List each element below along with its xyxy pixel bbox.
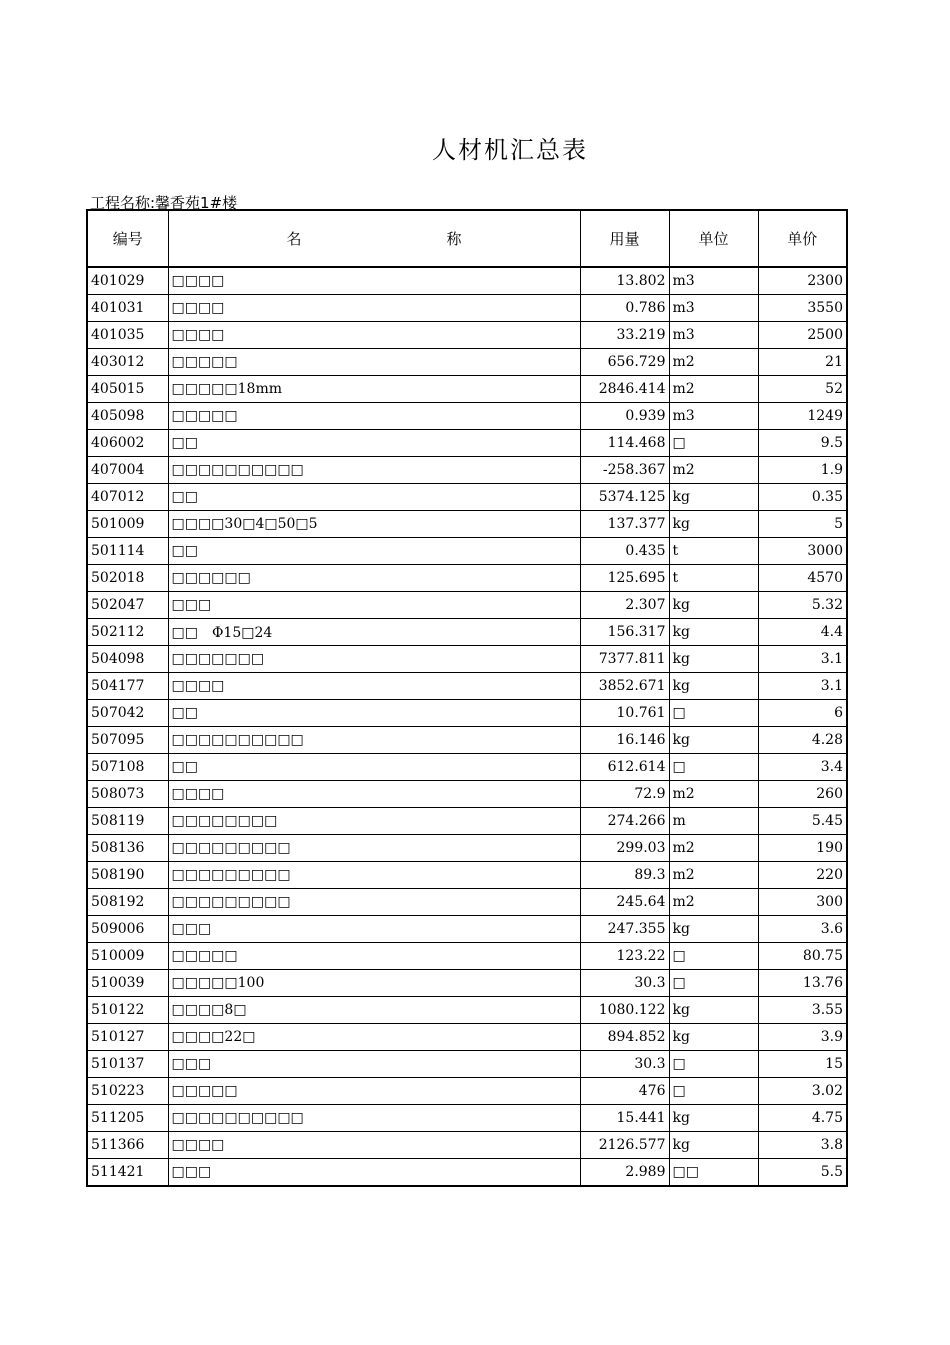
cell-name: □□□□□ — [168, 349, 580, 376]
cell-name: □□□□ — [168, 295, 580, 322]
cell-price: 3.9 — [758, 1024, 847, 1051]
cell-code: 502112 — [87, 619, 168, 646]
cell-unit: kg — [669, 1132, 758, 1159]
cell-name: □□□□ — [168, 1132, 580, 1159]
table-row — [87, 1159, 847, 1187]
project-name: 工程名称:馨香苑1#楼 — [90, 194, 238, 212]
cell-code: 502047 — [87, 592, 168, 619]
cell-name: □□□□22□ — [168, 1024, 580, 1051]
table-row — [87, 322, 847, 349]
cell-price: 3.55 — [758, 997, 847, 1024]
cell-price: 4.75 — [758, 1105, 847, 1132]
cell-code: 510122 — [87, 997, 168, 1024]
cell-code: 501114 — [87, 538, 168, 565]
cell-code: 511366 — [87, 1132, 168, 1159]
cell-price: 1.9 — [758, 457, 847, 484]
cell-name: □□□□□100 — [168, 970, 580, 997]
cell-qty: 30.3 — [580, 1051, 669, 1078]
cell-qty: 7377.811 — [580, 646, 669, 673]
table-row — [87, 1024, 847, 1051]
header-code: 编号 — [87, 210, 168, 267]
cell-price: 5.5 — [758, 1159, 847, 1187]
table-row — [87, 376, 847, 403]
cell-unit: t — [669, 565, 758, 592]
table-row — [87, 1105, 847, 1132]
cell-unit: kg — [669, 673, 758, 700]
cell-qty: -258.367 — [580, 457, 669, 484]
page-title: 人材机汇总表 — [432, 136, 588, 164]
cell-price: 2300 — [758, 267, 847, 295]
cell-code: 502018 — [87, 565, 168, 592]
cell-price: 260 — [758, 781, 847, 808]
cell-price: 220 — [758, 862, 847, 889]
cell-unit: kg — [669, 646, 758, 673]
cell-name: □□□□□□ — [168, 565, 580, 592]
cell-name: □□ — [168, 538, 580, 565]
table-row — [87, 727, 847, 754]
cell-name: □□□□□□□□□ — [168, 889, 580, 916]
cell-code: 407012 — [87, 484, 168, 511]
cell-qty: 2126.577 — [580, 1132, 669, 1159]
cell-name: □□□□□□□ — [168, 646, 580, 673]
table-row — [87, 592, 847, 619]
table-row — [87, 646, 847, 673]
cell-qty: 656.729 — [580, 349, 669, 376]
table-row — [87, 538, 847, 565]
cell-code: 510127 — [87, 1024, 168, 1051]
cell-qty: 156.317 — [580, 619, 669, 646]
cell-price: 3000 — [758, 538, 847, 565]
cell-price: 0.35 — [758, 484, 847, 511]
table-row — [87, 781, 847, 808]
cell-price: 300 — [758, 889, 847, 916]
cell-code: 401029 — [87, 267, 168, 295]
cell-unit: kg — [669, 511, 758, 538]
cell-qty: 299.03 — [580, 835, 669, 862]
cell-code: 504098 — [87, 646, 168, 673]
cell-unit: kg — [669, 916, 758, 943]
cell-price: 21 — [758, 349, 847, 376]
cell-name: □□□□ — [168, 673, 580, 700]
cell-code: 401031 — [87, 295, 168, 322]
cell-qty: 245.64 — [580, 889, 669, 916]
cell-name: □□□□□□□□□ — [168, 862, 580, 889]
cell-name: □□□□8□ — [168, 997, 580, 1024]
cell-name: □□□□ — [168, 267, 580, 295]
cell-price: 4.28 — [758, 727, 847, 754]
cell-name: □□□□□□□□ — [168, 808, 580, 835]
header-name — [168, 210, 580, 267]
cell-unit: kg — [669, 1105, 758, 1132]
cell-unit: m3 — [669, 322, 758, 349]
cell-code: 508073 — [87, 781, 168, 808]
cell-qty: 123.22 — [580, 943, 669, 970]
cell-code: 510223 — [87, 1078, 168, 1105]
cell-price: 3.02 — [758, 1078, 847, 1105]
table-row — [87, 565, 847, 592]
cell-price: 6 — [758, 700, 847, 727]
cell-qty: 3852.671 — [580, 673, 669, 700]
cell-unit: □ — [669, 1051, 758, 1078]
table-row — [87, 997, 847, 1024]
cell-name: □□□ — [168, 592, 580, 619]
cell-unit: □ — [669, 754, 758, 781]
cell-unit: □ — [669, 970, 758, 997]
table-row — [87, 1132, 847, 1159]
cell-code: 511421 — [87, 1159, 168, 1187]
cell-price: 4570 — [758, 565, 847, 592]
cell-name: □□□□□□□□□□ — [168, 457, 580, 484]
cell-unit: kg — [669, 1024, 758, 1051]
cell-name: □□□□30□4□50□5 — [168, 511, 580, 538]
cell-unit: m2 — [669, 889, 758, 916]
table-row — [87, 673, 847, 700]
cell-name: □□□ — [168, 1159, 580, 1187]
cell-price: 15 — [758, 1051, 847, 1078]
cell-unit: □ — [669, 430, 758, 457]
cell-unit: kg — [669, 592, 758, 619]
cell-qty: 16.146 — [580, 727, 669, 754]
cell-qty: 10.761 — [580, 700, 669, 727]
header-price: 单价 — [758, 210, 847, 267]
cell-price: 80.75 — [758, 943, 847, 970]
cell-qty: 0.435 — [580, 538, 669, 565]
header-name-b: 称 — [446, 230, 462, 248]
header-row — [87, 210, 847, 267]
cell-qty: 13.802 — [580, 267, 669, 295]
table-row — [87, 889, 847, 916]
cell-qty: 1080.122 — [580, 997, 669, 1024]
table-row — [87, 1078, 847, 1105]
cell-unit: m3 — [669, 267, 758, 295]
cell-qty: 114.468 — [580, 430, 669, 457]
summary-table — [86, 209, 848, 1187]
cell-qty: 274.266 — [580, 808, 669, 835]
table-row — [87, 484, 847, 511]
table-row — [87, 295, 847, 322]
cell-code: 509006 — [87, 916, 168, 943]
table-row — [87, 754, 847, 781]
cell-price: 3.6 — [758, 916, 847, 943]
cell-price: 3550 — [758, 295, 847, 322]
cell-code: 508119 — [87, 808, 168, 835]
table-row — [87, 835, 847, 862]
cell-name: □□□□□□□□□□ — [168, 1105, 580, 1132]
cell-unit: m2 — [669, 835, 758, 862]
cell-unit: t — [669, 538, 758, 565]
cell-code: 501009 — [87, 511, 168, 538]
cell-price: 5.45 — [758, 808, 847, 835]
cell-name: □□□□□□□□□□ — [168, 727, 580, 754]
table-row — [87, 700, 847, 727]
cell-code: 406002 — [87, 430, 168, 457]
cell-unit: kg — [669, 727, 758, 754]
cell-code: 405098 — [87, 403, 168, 430]
table-row — [87, 862, 847, 889]
table-row — [87, 619, 847, 646]
table-row — [87, 457, 847, 484]
cell-qty: 30.3 — [580, 970, 669, 997]
cell-name: □□□□□ — [168, 943, 580, 970]
cell-name: □□□□ — [168, 781, 580, 808]
cell-name: □□ — [168, 430, 580, 457]
cell-unit: kg — [669, 619, 758, 646]
cell-qty: 2.307 — [580, 592, 669, 619]
table-row — [87, 430, 847, 457]
table-row — [87, 1051, 847, 1078]
cell-unit: m2 — [669, 349, 758, 376]
cell-unit: □ — [669, 1078, 758, 1105]
cell-qty: 137.377 — [580, 511, 669, 538]
cell-unit: kg — [669, 997, 758, 1024]
table-row — [87, 943, 847, 970]
table-row — [87, 970, 847, 997]
cell-code: 510039 — [87, 970, 168, 997]
cell-code: 511205 — [87, 1105, 168, 1132]
cell-code: 507042 — [87, 700, 168, 727]
cell-code: 508190 — [87, 862, 168, 889]
cell-name: □□□ — [168, 1051, 580, 1078]
cell-price: 3.4 — [758, 754, 847, 781]
cell-code: 405015 — [87, 376, 168, 403]
cell-unit: □ — [669, 943, 758, 970]
cell-name: □□□ — [168, 916, 580, 943]
cell-qty: 476 — [580, 1078, 669, 1105]
cell-name: □□ — [168, 700, 580, 727]
cell-code: 403012 — [87, 349, 168, 376]
cell-price: 1249 — [758, 403, 847, 430]
header-name-a: 名 — [286, 230, 302, 248]
cell-code: 407004 — [87, 457, 168, 484]
cell-code: 510009 — [87, 943, 168, 970]
cell-code: 507108 — [87, 754, 168, 781]
cell-unit: m2 — [669, 376, 758, 403]
cell-price: 190 — [758, 835, 847, 862]
cell-qty: 33.219 — [580, 322, 669, 349]
cell-qty: 5374.125 — [580, 484, 669, 511]
cell-qty: 612.614 — [580, 754, 669, 781]
table-row — [87, 403, 847, 430]
cell-unit: kg — [669, 484, 758, 511]
cell-name: □□□□□18mm — [168, 376, 580, 403]
cell-code: 508192 — [87, 889, 168, 916]
cell-code: 507095 — [87, 727, 168, 754]
cell-unit: m2 — [669, 862, 758, 889]
cell-price: 5.32 — [758, 592, 847, 619]
cell-name: □□ — [168, 754, 580, 781]
cell-name: □□□□ — [168, 322, 580, 349]
cell-name: □□ — [168, 484, 580, 511]
cell-code: 508136 — [87, 835, 168, 862]
cell-price: 13.76 — [758, 970, 847, 997]
cell-code: 504177 — [87, 673, 168, 700]
cell-qty: 15.441 — [580, 1105, 669, 1132]
cell-price: 9.5 — [758, 430, 847, 457]
header-unit: 单位 — [669, 210, 758, 267]
table-row — [87, 511, 847, 538]
cell-qty: 894.852 — [580, 1024, 669, 1051]
cell-name: □□ Φ15□24 — [168, 619, 580, 646]
cell-unit: m2 — [669, 457, 758, 484]
cell-qty: 2.989 — [580, 1159, 669, 1187]
cell-unit: m3 — [669, 403, 758, 430]
cell-name: □□□□□□□□□ — [168, 835, 580, 862]
cell-code: 510137 — [87, 1051, 168, 1078]
cell-price: 3.1 — [758, 673, 847, 700]
cell-unit: m2 — [669, 781, 758, 808]
cell-qty: 89.3 — [580, 862, 669, 889]
cell-unit: □ — [669, 700, 758, 727]
cell-price: 4.4 — [758, 619, 847, 646]
cell-qty: 0.786 — [580, 295, 669, 322]
header-qty: 用量 — [580, 210, 669, 267]
cell-name: □□□□□ — [168, 1078, 580, 1105]
cell-qty: 0.939 — [580, 403, 669, 430]
cell-code: 401035 — [87, 322, 168, 349]
cell-qty: 247.355 — [580, 916, 669, 943]
cell-qty: 72.9 — [580, 781, 669, 808]
cell-price: 3.1 — [758, 646, 847, 673]
cell-price: 52 — [758, 376, 847, 403]
cell-price: 3.8 — [758, 1132, 847, 1159]
cell-qty: 2846.414 — [580, 376, 669, 403]
cell-qty: 125.695 — [580, 565, 669, 592]
cell-unit: m3 — [669, 295, 758, 322]
table-row — [87, 808, 847, 835]
cell-price: 2500 — [758, 322, 847, 349]
table-row — [87, 349, 847, 376]
cell-unit: m — [669, 808, 758, 835]
table-row — [87, 916, 847, 943]
cell-price: 5 — [758, 511, 847, 538]
table-row — [87, 267, 847, 295]
cell-name: □□□□□ — [168, 403, 580, 430]
cell-unit: □□ — [669, 1159, 758, 1187]
